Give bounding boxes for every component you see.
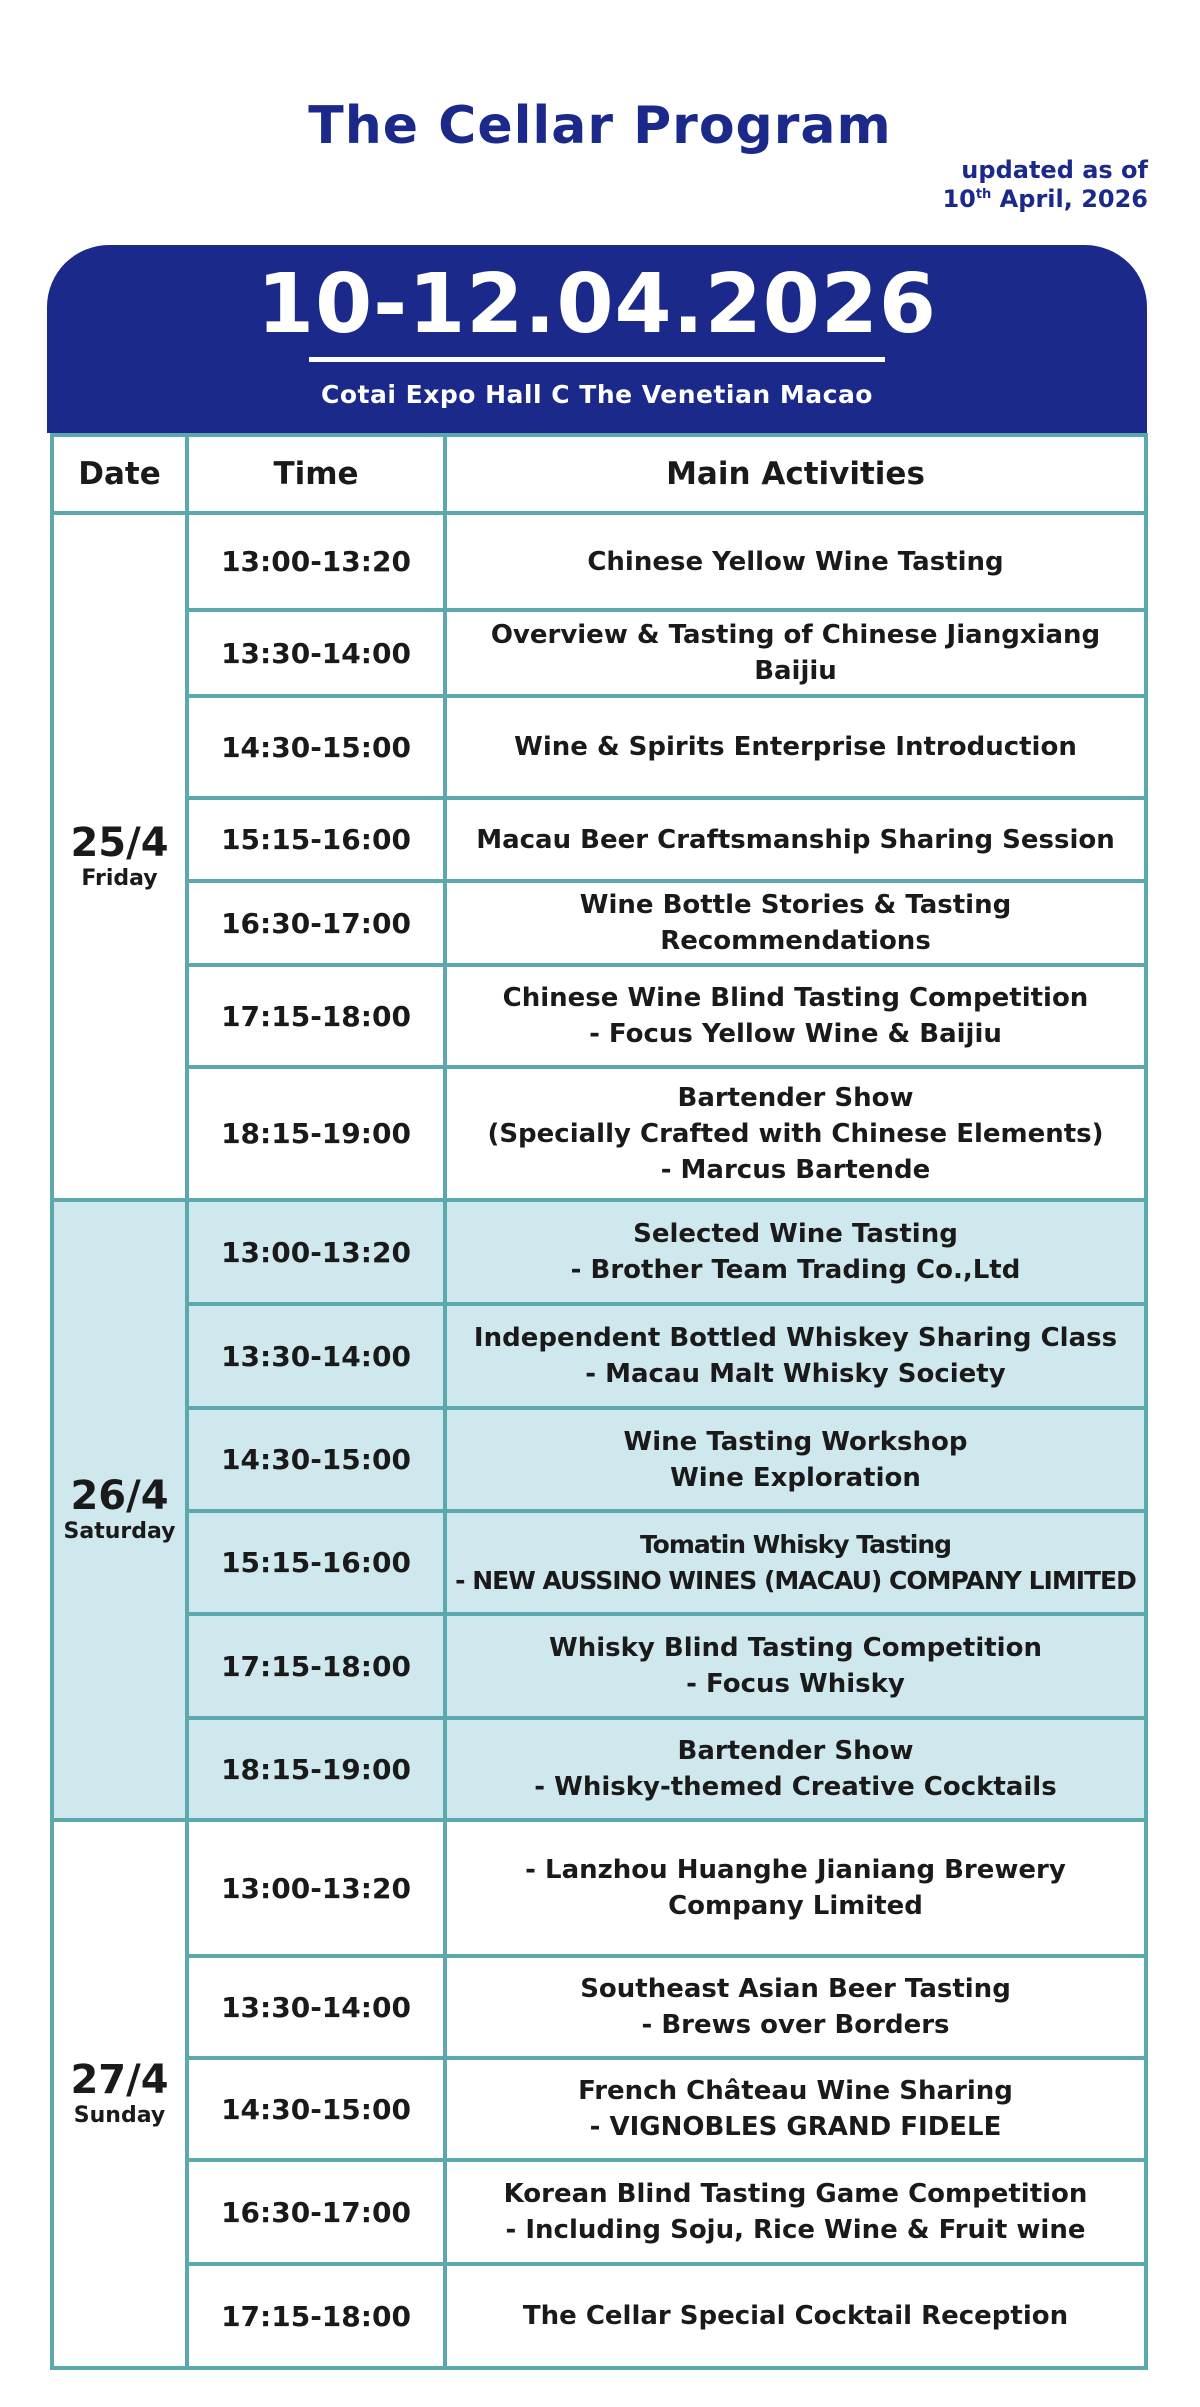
schedule-row [52, 1820, 1146, 1956]
activity-line: Macau Beer Craftsmanship Sharing Session [476, 824, 1115, 855]
session-time: 14:30-15:00 [187, 696, 445, 798]
session-activity [445, 1511, 1146, 1614]
session-activity [445, 1200, 1146, 1304]
session-activity [445, 1067, 1146, 1200]
session-time: 13:30-14:00 [187, 610, 445, 696]
activity-line: - Macau Malt Whisky Society [585, 1359, 1006, 1389]
schedule-body [52, 513, 1146, 2368]
updated-month-year: April, 2026 [991, 185, 1148, 213]
session-activity [445, 2058, 1146, 2160]
session-time: 15:15-16:00 [187, 798, 445, 881]
activity-line: (Specially Crafted with Chinese Elements) [487, 1118, 1104, 1149]
event-dates: 10-12.04.2026 [257, 257, 937, 352]
session-activity [445, 1614, 1146, 1718]
event-venue: Cotai Expo Hall C The Venetian Macao [321, 380, 873, 409]
header-date: Date [52, 435, 187, 513]
session-activity [445, 2264, 1146, 2368]
session-time: 16:30-17:00 [187, 2160, 445, 2264]
activity-line: - Including Soju, Rice Wine & Fruit wine [505, 2215, 1086, 2245]
schedule-table [50, 433, 1148, 2370]
schedule-row [52, 881, 1146, 965]
session-activity [445, 965, 1146, 1067]
schedule-row [52, 1067, 1146, 1200]
session-activity [445, 610, 1146, 696]
session-time: 18:15-19:00 [187, 1718, 445, 1820]
session-time: 14:30-15:00 [187, 1408, 445, 1511]
schedule-header-row [52, 435, 1146, 513]
activity-line: - Focus Yellow Wine & Baijiu [589, 1019, 1002, 1049]
updated-date [942, 185, 1148, 214]
session-activity [445, 1408, 1146, 1511]
activity-line: Company Limited [668, 1891, 923, 1921]
session-activity [445, 1820, 1146, 1956]
session-time: 13:30-14:00 [187, 1956, 445, 2058]
session-activity [445, 1304, 1146, 1408]
day-weekday: Saturday [63, 1519, 176, 1544]
activity-line: Tomatin Whisky Tasting [639, 1529, 952, 1559]
session-time: 17:15-18:00 [187, 1614, 445, 1718]
activity-line: - Marcus Bartende [660, 1154, 931, 1185]
schedule-row [52, 1304, 1146, 1408]
updated-note [942, 156, 1148, 214]
day-cell [52, 513, 187, 1200]
schedule-row [52, 2058, 1146, 2160]
event-banner [47, 245, 1147, 433]
session-activity [445, 798, 1146, 881]
session-time: 17:15-18:00 [187, 965, 445, 1067]
header-activities: Main Activities [445, 435, 1146, 513]
schedule-row [52, 1614, 1146, 1718]
schedule-row [52, 1200, 1146, 1304]
activity-line: Chinese Yellow Wine Tasting [587, 546, 1004, 577]
schedule-row [52, 1511, 1146, 1614]
activity-line: - Whisky-themed Creative Cocktails [534, 1772, 1057, 1802]
activity-line: Chinese Wine Blind Tasting Competition [502, 983, 1089, 1013]
activity-line: Southeast Asian Beer Tasting [580, 1974, 1011, 2004]
session-activity [445, 696, 1146, 798]
activity-line: - Focus Whisky [686, 1669, 905, 1699]
session-time: 15:15-16:00 [187, 1511, 445, 1614]
session-activity [445, 513, 1146, 610]
updated-day-suffix: th [975, 187, 992, 202]
day-cell [52, 1200, 187, 1820]
schedule-row [52, 965, 1146, 1067]
day-weekday: Friday [81, 865, 158, 891]
activity-line: French Château Wine Sharing [578, 2076, 1013, 2106]
session-time: 14:30-15:00 [187, 2058, 445, 2160]
session-time: 13:00-13:20 [187, 1820, 445, 1956]
session-time: 17:15-18:00 [187, 2264, 445, 2368]
activity-line: - Brews over Borders [641, 2010, 950, 2040]
session-time: 13:00-13:20 [187, 513, 445, 610]
activity-line: Bartender Show [677, 1736, 914, 1766]
activity-line: - Brother Team Trading Co.,Ltd [570, 1255, 1021, 1285]
activity-line: The Cellar Special Cocktail Reception [522, 2301, 1069, 2331]
session-time: 18:15-19:00 [187, 1067, 445, 1200]
schedule-row [52, 1956, 1146, 2058]
schedule-row [52, 513, 1146, 610]
schedule-row [52, 1408, 1146, 1511]
session-activity [445, 1718, 1146, 1820]
activity-line: Wine Exploration [670, 1462, 921, 1493]
day-date: 25/4 [70, 819, 169, 866]
session-time: 13:30-14:00 [187, 1304, 445, 1408]
header-time: Time [187, 435, 445, 513]
session-time: 13:00-13:20 [187, 1200, 445, 1304]
page-title: The Cellar Program [308, 96, 892, 156]
day-weekday: Sunday [73, 2103, 166, 2128]
activity-line: Independent Bottled Whiskey Sharing Class [473, 1323, 1118, 1353]
activity-line: - NEW AUSSINO WINES (MACAU) COMPANY LIMITED [455, 1565, 1136, 1595]
session-activity [445, 2160, 1146, 2264]
day-date: 26/4 [70, 1473, 169, 1519]
activity-line: Wine Tasting Workshop [623, 1426, 968, 1457]
banner-divider [309, 357, 885, 362]
updated-prefix: updated as of [961, 156, 1148, 184]
session-activity [445, 1956, 1146, 2058]
schedule-row [52, 1718, 1146, 1820]
activity-line: - Lanzhou Huanghe Jianiang Brewery [525, 1855, 1066, 1885]
schedule-row [52, 2160, 1146, 2264]
activity-line: Bartender Show [677, 1082, 914, 1113]
session-activity [445, 881, 1146, 965]
activity-line: Korean Blind Tasting Game Competition [503, 2179, 1088, 2209]
day-cell [52, 1820, 187, 2368]
session-time: 16:30-17:00 [187, 881, 445, 965]
schedule-row [52, 610, 1146, 696]
schedule-row [52, 798, 1146, 881]
updated-day: 10 [942, 185, 976, 213]
day-date: 27/4 [70, 2057, 169, 2103]
activity-line: Wine Bottle Stories & Tasting Recommendations [579, 890, 1012, 956]
activity-line: Whisky Blind Tasting Competition [549, 1633, 1042, 1663]
activity-line: Overview & Tasting of Chinese Jiangxiang Baijiu [490, 620, 1101, 686]
schedule-row [52, 2264, 1146, 2368]
activity-line: Selected Wine Tasting [633, 1219, 958, 1249]
schedule-row [52, 696, 1146, 798]
activity-line: Wine & Spirits Enterprise Introduction [514, 732, 1077, 762]
activity-line: - VIGNOBLES GRAND FIDELE [589, 2112, 1002, 2142]
